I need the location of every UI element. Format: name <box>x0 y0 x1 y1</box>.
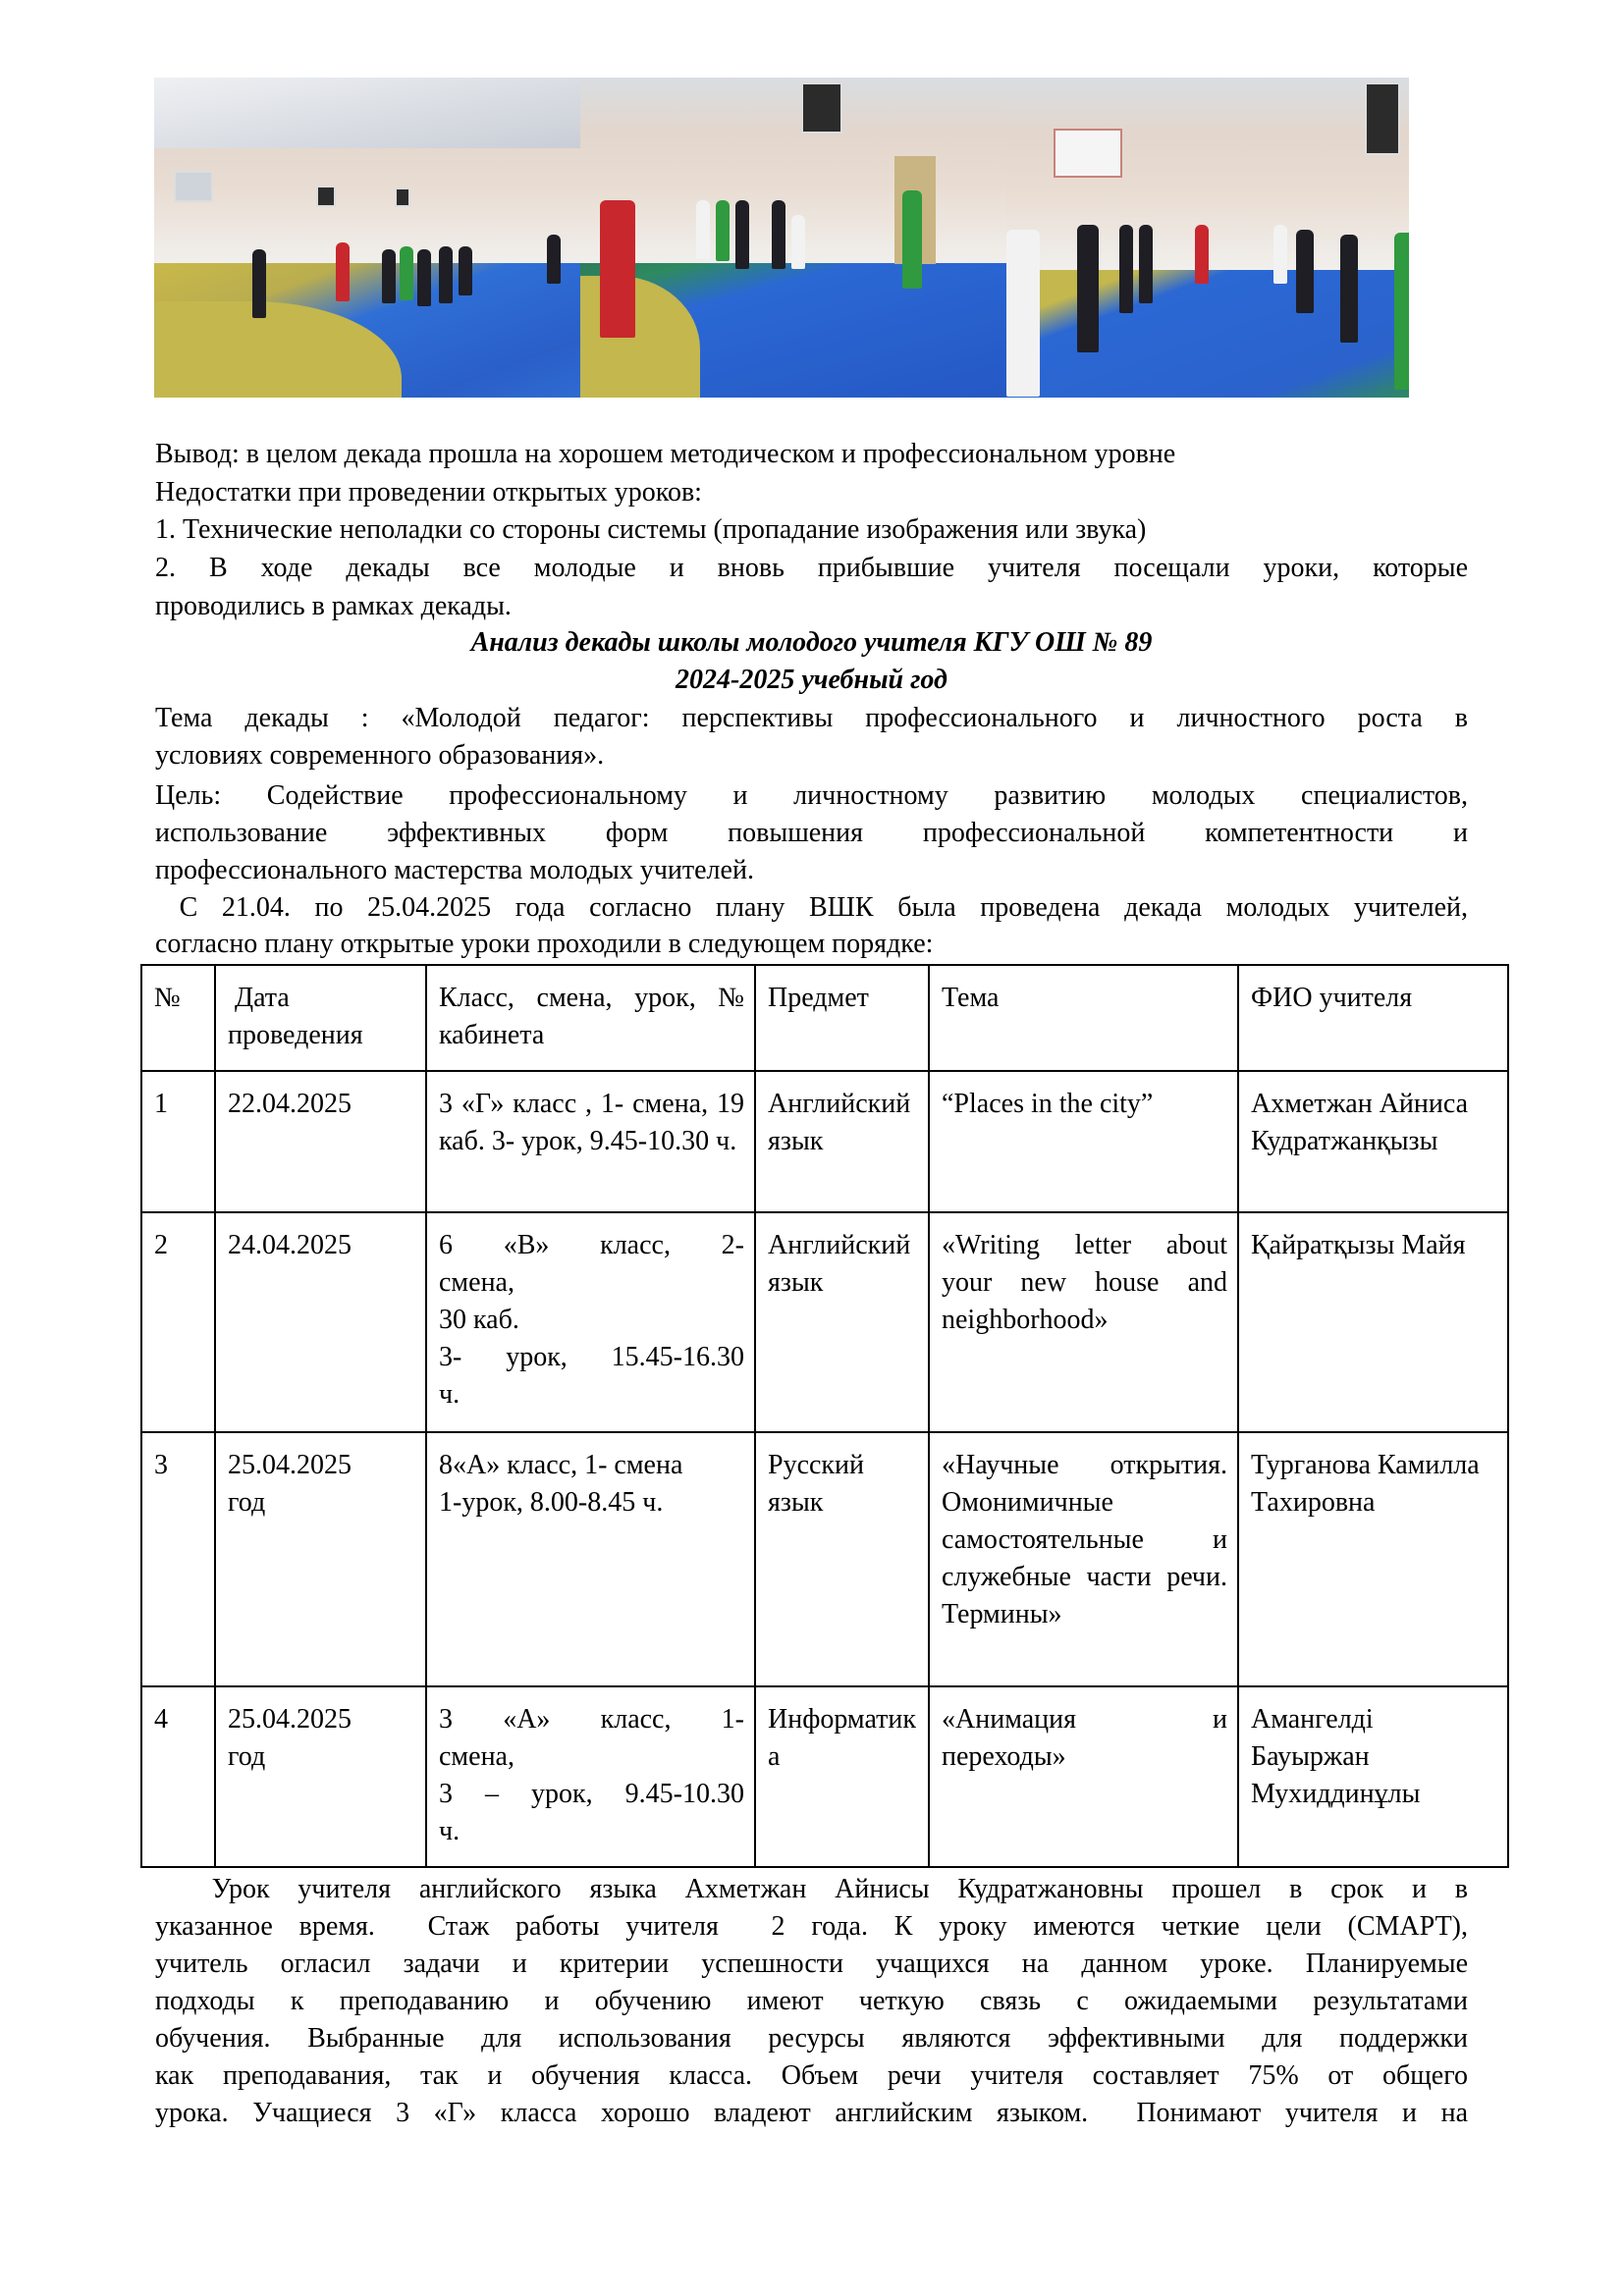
class-line: ч. <box>439 1379 460 1410</box>
class-line: 8«А» класс, 1- смена <box>439 1450 683 1480</box>
class-line: 3 – урок, 9.45-10.30 <box>439 1779 744 1809</box>
gym-photo-3 <box>1006 78 1409 398</box>
header-topic: Тема <box>929 965 1238 1071</box>
period-line-1: С 21.04. по 25.04.2025 года согласно плану ВШК была проведена декада молодых учителей, <box>155 892 1468 923</box>
class-line: смена, <box>439 1741 514 1772</box>
table-row <box>141 1686 1508 1867</box>
table-row <box>141 1432 1508 1686</box>
header-teacher: ФИО учителя <box>1238 965 1508 1071</box>
row-date: 25.04.2025 год <box>215 1432 426 1686</box>
review-line-7: урока. Учащиеся 3 «Г» класса хорошо владеют английским языком. Понимают учителя и на <box>155 2098 1468 2128</box>
class-line: 1-урок, 8.00-8.45 ч. <box>439 1487 664 1518</box>
row-class <box>426 1686 755 1867</box>
row-class <box>426 1212 755 1432</box>
table-row <box>141 1212 1508 1432</box>
row-subject: Русский язык <box>755 1432 929 1686</box>
review-line-3: учитель огласил задачи и критерии успешности учащихся на данном уроке. Планируемые <box>155 1949 1468 1979</box>
row-subject: Английский язык <box>755 1212 929 1432</box>
shortcoming-item-2-line-2: проводились в рамках декады. <box>155 591 512 621</box>
gym-photo-2 <box>580 78 1006 398</box>
row-date: 22.04.2025 <box>215 1071 426 1212</box>
table-header-row <box>141 965 1508 1071</box>
lessons-table <box>140 964 1509 1868</box>
header-subject: Предмет <box>755 965 929 1071</box>
class-line: ч. <box>439 1816 460 1846</box>
photo-strip <box>154 78 1409 398</box>
row-teacher: Ахметжан Айниса Кудратжанқызы <box>1238 1071 1508 1212</box>
conclusion-line: Вывод: в целом декада прошла на хорошем методическом и профессиональном уровне <box>155 439 1176 469</box>
row-num: 4 <box>141 1686 215 1867</box>
row-num: 1 <box>141 1071 215 1212</box>
school-year: 2024-2025 учебный год <box>676 665 947 695</box>
review-line-5: обучения. Выбранные для использования ресурсы являются эффективными для поддержки <box>155 2023 1468 2054</box>
goal-line-1: Цель: Содействие профессиональному и личностному развитию молодых специалистов, <box>155 780 1468 811</box>
review-line-4: подходы к преподаванию и обучению имеют четкую связь с ожидаемыми результатами <box>155 1986 1468 2016</box>
class-line: 3- урок, 15.45-16.30 <box>439 1342 744 1372</box>
document-title: Анализ декады школы молодого учителя КГУ ОШ № 89 <box>470 627 1153 658</box>
row-date: 25.04.2025 год <box>215 1686 426 1867</box>
row-topic: «Writing letter about your new house and neighborhood» <box>929 1212 1238 1432</box>
row-class: 3 «Г» класс , 1- смена, 19 каб. 3- урок, 9.45-10.30 ч. <box>426 1071 755 1212</box>
theme-line-2: условиях современного образования». <box>155 740 605 771</box>
class-line: 6 «В» класс, 2- <box>439 1230 744 1260</box>
class-line: 30 каб. <box>439 1305 519 1335</box>
review-line-6: как преподавания, так и обучения класса. Объем речи учителя составляет 75% от общего <box>155 2060 1468 2091</box>
row-subject: Английский язык <box>755 1071 929 1212</box>
class-line: 3 «А» класс, 1- <box>439 1704 744 1735</box>
review-line-1: Урок учителя английского языка Ахметжан Айнисы Кудратжановны прошел в срок и в <box>155 1874 1468 1904</box>
row-topic: «Научные открытия. Омонимичные самостоятельные и служебные части речи. Термины» <box>929 1432 1238 1686</box>
row-topic: «Анимация и переходы» <box>929 1686 1238 1867</box>
row-num: 3 <box>141 1432 215 1686</box>
header-class: Класс, смена, урок, № кабинета <box>426 965 755 1071</box>
class-line: смена, <box>439 1267 514 1298</box>
row-class <box>426 1432 755 1686</box>
row-teacher: Қайратқызы Майя <box>1238 1212 1508 1432</box>
review-line-2: указанное время. Стаж работы учителя 2 года. К уроку имеются четкие цели (СМАРТ), <box>155 1911 1468 1942</box>
gym-photo-1 <box>154 78 580 398</box>
row-subject: Информатика <box>755 1686 929 1867</box>
theme-line-1: Тема декады : «Молодой педагог: перспективы профессионального и личностного роста в <box>155 703 1468 733</box>
period-line-2: согласно плану открытые уроки проходили в следующем порядке: <box>155 929 934 959</box>
table-row <box>141 1071 1508 1212</box>
row-teacher: Амангелді Бауыржан Мухиддинұлы <box>1238 1686 1508 1867</box>
shortcomings-title: Недостатки при проведении открытых уроков: <box>155 477 702 507</box>
goal-line-2: использование эффективных форм повышения профессиональной компетентности и <box>155 818 1468 848</box>
header-date: Дата проведения <box>215 965 426 1071</box>
header-num: № <box>141 965 215 1071</box>
shortcoming-item-1: 1. Технические неполадки со стороны системы (пропадание изображения или звука) <box>155 514 1147 545</box>
row-teacher: Турганова Камилла Тахировна <box>1238 1432 1508 1686</box>
row-topic: “Places in the city” <box>929 1071 1238 1212</box>
row-date: 24.04.2025 <box>215 1212 426 1432</box>
row-num: 2 <box>141 1212 215 1432</box>
goal-line-3: профессионального мастерства молодых учителей. <box>155 855 754 885</box>
shortcoming-item-2-line-1: 2. В ходе декады все молодые и вновь прибывшие учителя посещали уроки, которые <box>155 553 1468 583</box>
